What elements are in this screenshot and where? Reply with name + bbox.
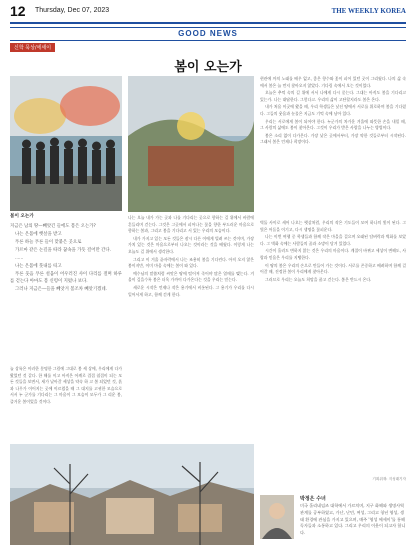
paragraph: 내가 처음 이곳에 왔을 때, 우리 학생들은 낯선 땅에서 서로를 위로하며 봄을 기다렸다. 그들의 웃음과 눈물은 지금도 기억 속에 남아 있다.	[260, 104, 406, 116]
verse-line: 그러나 지금은—들을 빼앗겨 봄조차 빼앗기겠네.	[15, 287, 107, 292]
paragraph: 우리는 서로에게 봄이 되어야 한다. 누군가의 차가운 겨울에 따뜻한 손을 내밀 때, 그 사람의 삶에도 봄이 찾아온다. 그것이 우리가 받은 사랑을 나누는 방법이다.	[260, 118, 406, 131]
author-bio: 미국 홀리네임즈 대학에서 가르치며, 지구 화해와 생명사역 관계를 공부하였고, 가난, 난민, 여성, 그리고 청년 영성, 생태 환경에 관심을 가지고 있으며, 매주 '영성 에세이'를 통해 독자들과 소통하고 있다. 그리고 우리의 이웃이 되고자 합니다.	[300, 503, 406, 536]
mural-photo	[128, 76, 254, 212]
paragraph: 그러므로 우리는 오늘도 희망을 품고 걷는다. 봄은 반드시 온다.	[265, 276, 372, 282]
verse-line: ......	[15, 256, 24, 261]
author-name: 박정은 수녀	[300, 496, 326, 502]
intro-paragraph	[10, 366, 122, 440]
far-right-column	[260, 220, 406, 475]
photo-credit: 기획취재: 지성래기자	[372, 477, 406, 481]
verse-line: 나는 온몸에 햇살을 받고	[15, 232, 62, 237]
village-photo	[10, 444, 254, 545]
paragraph: 예수님의 말씀처럼 씨앗은 땅에 떨어져 죽어야 많은 열매를 맺는다. 겨울이 깊을수록 봄은 더욱 가까이 다가온다는 것을 우리는 믿는다.	[128, 270, 254, 283]
paragraph: 그리고 이 겨울 끝자락에서 나는 조용히 봄을 기다린다. 아직 오지 않은 봄이지만, 이미 마음 속에는 봄이 와 있다.	[128, 256, 254, 269]
verse-line: 나는 온몸에 풋내를 띠고	[15, 264, 62, 269]
paragraph: 나는 오늘 내가 가는 곳과 나를 기다리는 곳으로 향하는 길 위에서 바람에 흔들리며 걷는다. 그것은 그곳에서 피어나는 꽃을 향한 부드러운 마음으로 향하는 봄과, 그리고 봄을 기다리고 서 있는 우리의 모습이다.	[128, 215, 254, 234]
verse-line: 푸른 웃음 푸른 설움이 어우러진 사이 다리를 절며 하루를 걷는다 아마도 봄 신령이 지폈나 보다.	[10, 272, 122, 284]
right-column	[260, 76, 406, 216]
section-title: GOOD NEWS	[178, 29, 238, 38]
paper-name: THE WEEKLY KOREA	[331, 7, 406, 15]
paragraph: 새로운 시작은 언제나 작은 용기에서 비롯된다. 그 용기가 우리를 다시 일어서게 하고, 함께 걷게 한다.	[128, 284, 254, 297]
photo-caption: 봄이 오는가	[10, 214, 34, 219]
author-avatar	[260, 495, 294, 539]
issue-date: Thursday, Dec 07, 2023	[35, 7, 110, 14]
paragraph: 내가 가지고 있는 모든 것들은 잠시 다른 이에게 빌려 쓰는 것이며, 가장 가치 있는 것은 마음으로부터 나오는 것이라는 것을 배웠다. 이렇게 나는 오늘도 길 위에서 생각한다.	[128, 235, 254, 254]
paragraph: 나는 이번 여행 중 학생들과 함께 작은 마을을 걸으며 오래된 담벼락과 벽화를 보았다. 그 벽화 속에는 사람들의 꿈과 소망이 담겨 있었다.	[260, 234, 406, 246]
paragraph: 벽돌 사이로 새어 나오는 햇살처럼, 우리의 작은 기도들이 모여 하나의 빛이 된다. 그 빛은 어둠을 이기고, 다시 생명을 꽃피운다.	[260, 220, 406, 232]
author-box	[260, 483, 408, 545]
verse-block	[10, 223, 122, 363]
verse-line: 가르마 같은 논길을 따라 꿈속을 가듯 걸어만 간다.	[15, 248, 111, 253]
paragraph: 오늘은 추억 속의 길 위에 서서 나에게 다시 묻는다. 그대는 아직도 봄을 기다리고 있는가. 나는 대답한다. 그렇다고. 우리의 삶이 고단할지라도 봄은 온다.	[260, 90, 406, 102]
paragraph: 봄은 소리 없이 다가온다. 가장 낮은 곳에서부터, 가장 약한 것들로부터 시작된다. 그래서 봄은 언제나 희망이다.	[260, 132, 406, 145]
mural-graphic	[128, 76, 254, 212]
verse-line: 지금은 남의 땅—빼앗긴 들에도 봄은 오는가?	[10, 224, 96, 229]
page-header	[10, 0, 406, 24]
middle-column	[128, 215, 254, 438]
paragraph: 늘 상륙은 이러한 분명한 그림에 그대로 봄 세 상에, 우리에게 다가왔었던 것 같다. 한 해를 이고 아직은 어깨로 겹겹 첩겹이 되는 모 든 것들을 보면서, 새가 날아갈 세상을 약속 하 고 봄 되었던 것, 흙과 나무가 이어지는 곳에 이르렀을 때 그 대지를 고귀한 모습으로 서서 누 군가를 기다리는 그 마음이 그 모습이 모두가 그 리운 봄, 즐거운 봄이었을 것이다.	[10, 366, 122, 404]
village-graphic	[10, 444, 254, 545]
group-photo	[10, 76, 122, 211]
verse-line: 푸른 하늘 푸른 들이 맞붙은 곳으로	[15, 240, 82, 245]
group-photo-graphic	[10, 76, 122, 211]
article-headline: 봄이 오는가	[174, 60, 242, 75]
author-avatar-graphic	[260, 495, 294, 539]
category-tag: 신학 묵상/에세이	[10, 43, 55, 52]
paragraph: 이 땅의 봄은 우리의 손으로 만들어 가는 것이다. 서로를 존중하고 배려하며 함께 걸어갈 때, 진정한 봄이 우리에게 찾아온다.	[260, 262, 406, 275]
paragraph: 현관에 까치 노래를 배우 없고, 좋은 향수와 꽃이 피어 있던 곳이 그리웠다. 나의 삶 속에서 봄은 늘 먼저 찾아오지 않았다. 기다림 속에서 오는 것이었다.	[260, 76, 406, 88]
page-number: 12	[10, 3, 26, 19]
section-band	[10, 27, 406, 41]
paragraph: 시간이 흘러도 변하지 않는 것은 우리의 마음이다. 계절이 바뀌고 세상이 변해도, 사랑과 믿음은 우리를 지탱한다.	[260, 248, 406, 260]
